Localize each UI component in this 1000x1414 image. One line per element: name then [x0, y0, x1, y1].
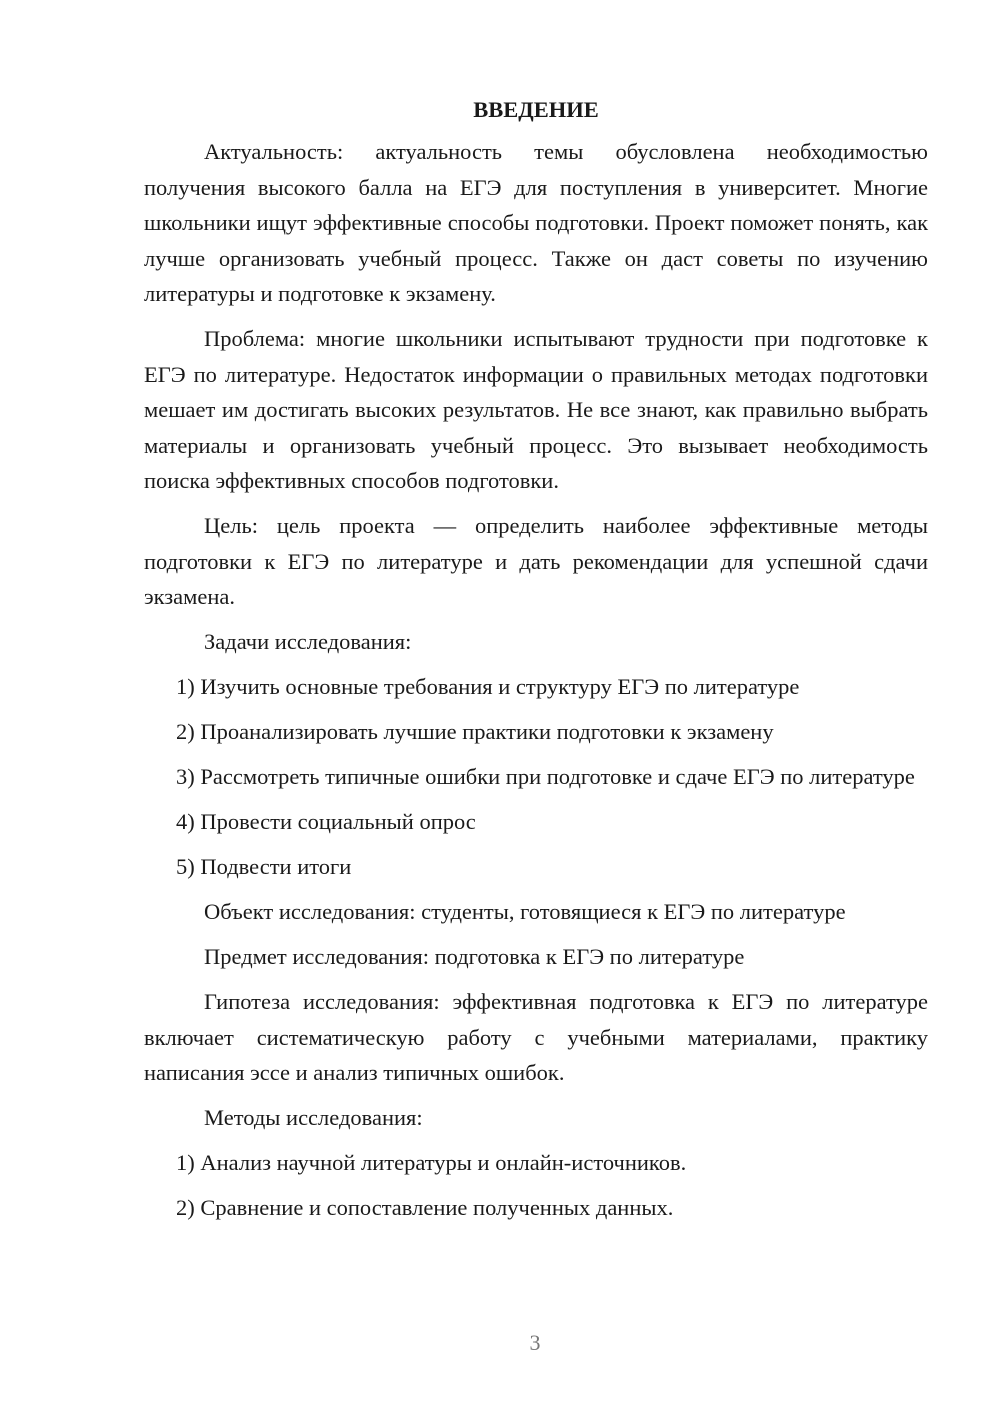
- task-item-1: 1) Изучить основные требования и структуру ЕГЭ по литературе: [176, 674, 800, 699]
- method-item-2: 2) Сравнение и сопоставление полученных данных.: [176, 1195, 674, 1220]
- hypothesis-paragraph: Гипотеза исследования: эффективная подготовка к ЕГЭ по литературе включает систематическую работу с учебными материалами, практику написания эссе и анализ типичных ошибок.: [144, 989, 928, 1085]
- task-item-4: 4) Провести социальный опрос: [176, 809, 476, 834]
- tasks-heading: Задачи исследования:: [204, 629, 412, 654]
- relevance-paragraph: Актуальность: актуальность темы обусловлена необходимостью получения высокого балла на ЕГЭ для поступления в университет. Многие школьники ищут эффективные способы подготовки. Проект поможет понять, как лучше организовать учебный процесс. Также он даст советы по изучению литературы и подготовке к экзамену.: [144, 139, 928, 306]
- problem-paragraph: Проблема: многие школьники испытывают трудности при подготовке к ЕГЭ по литературе. Недостаток информации о правильных методах подготовки мешает им достигать высоких результатов. Не все знают, как правильно выбрать материалы и организовать учебный процесс. Это вызывает необходимость поиска эффективных способов подготовки.: [144, 326, 928, 493]
- page-title: ВВЕДЕНИЕ: [473, 97, 599, 122]
- research-object: Объект исследования: студенты, готовящиеся к ЕГЭ по литературе: [204, 899, 846, 924]
- goal-paragraph: Цель: цель проекта — определить наиболее эффективные методы подготовки к ЕГЭ по литературе и дать рекомендации для успешной сдачи экзамена.: [144, 513, 928, 609]
- method-item-1: 1) Анализ научной литературы и онлайн-источников.: [176, 1150, 687, 1175]
- page-content: [144, 92, 928, 1235]
- page-number: 3: [529, 1330, 541, 1355]
- task-item-3: 3) Рассмотреть типичные ошибки при подготовке и сдаче ЕГЭ по литературе: [176, 764, 915, 789]
- task-item-5: 5) Подвести итоги: [176, 854, 352, 879]
- task-item-2: 2) Проанализировать лучшие практики подготовки к экзамену: [176, 719, 774, 744]
- research-subject: Предмет исследования: подготовка к ЕГЭ по литературе: [204, 944, 745, 969]
- methods-heading: Методы исследования:: [204, 1105, 423, 1130]
